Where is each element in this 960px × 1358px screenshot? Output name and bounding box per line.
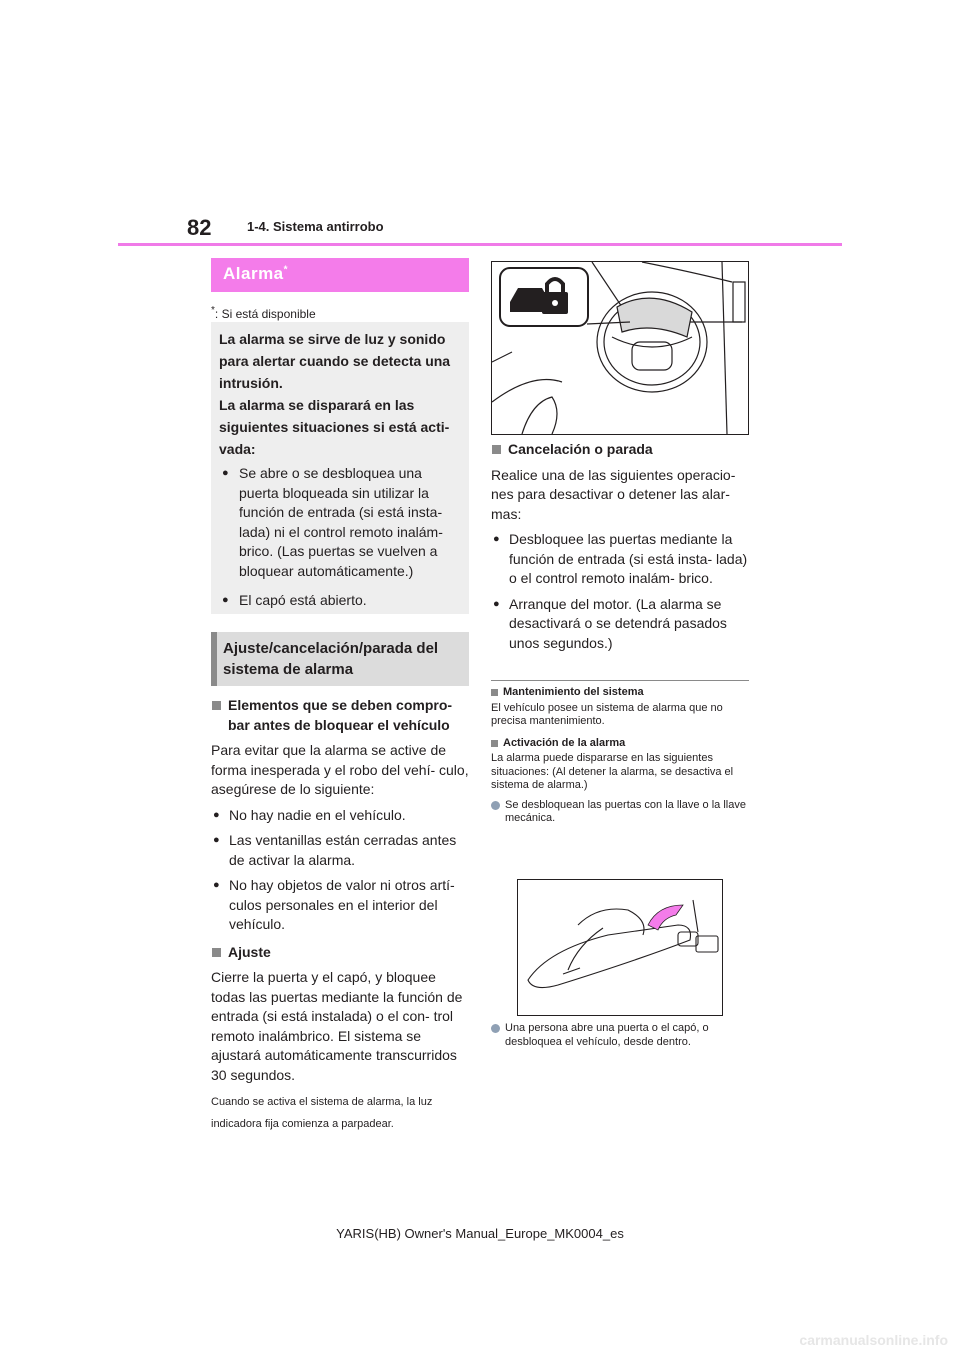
note-text: El vehículo posee un sistema de alarma que no precisa mantenimiento.: [491, 701, 723, 727]
left-column: [211, 696, 469, 1135]
intro-bullets: [219, 464, 463, 621]
paragraph: Para evitar que la alarma se active de forma inesperada y el robo del vehí- culo, asegúrese de lo siguiente:: [211, 742, 469, 797]
notes-column: [491, 686, 749, 826]
subhead-title: Ajuste/cancelación/parada del sistema de alarma: [223, 640, 439, 678]
note-bullet: Se desbloquean las puertas con la llave o la llave mecánica.: [491, 799, 749, 826]
list-item: ● Se abre o se desbloquea una puerta bloqueada sin utilizar la función de entrada (si está insta- lada) ni el control remoto inalám- brico. (Las puertas se vuelven a bloquear automáticamente.): [219, 464, 463, 581]
paragraph: Realice una de las siguientes operacio- nes para desactivar o detener las alar- mas:: [491, 466, 736, 522]
list-item: ● El capó está abierto.: [219, 591, 463, 611]
list-item: ● Arranque del motor. (La alarma se desactivará o se detendrá pasados unos segundos.): [491, 595, 749, 654]
door-handle-illustration: [517, 879, 723, 1016]
item-heading: Elementos que se deben compro- bar antes de bloquear el vehículo: [211, 696, 469, 735]
section-title: 1-4. Sistema antirrobo: [247, 219, 384, 234]
intro-text: La alarma se sirve de luz y sonido para alertar cuando se detecta una intrusión. La alarma se disparará en las siguientes situaciones si está acti- vada:: [219, 331, 451, 457]
note-bullet: Una persona abre una puerta o el capó, o desbloquea el vehículo, desde dentro.: [491, 1022, 749, 1049]
title-bar: [211, 258, 469, 292]
page-number: 82: [187, 215, 212, 240]
notes-column-bottom: [491, 1022, 749, 1049]
note-heading: Activación de la alarma: [491, 737, 749, 751]
intro-box: [211, 322, 469, 614]
note-heading: Mantenimiento del sistema: [491, 686, 749, 700]
page-title: Alarma*: [223, 264, 289, 283]
list-item: ● Las ventanillas están cerradas antes de activar la alarma.: [211, 831, 469, 870]
list-item: ● Desbloquee las puertas mediante la función de entrada (si está insta- lada) o el control remoto inalám- brico.: [491, 530, 749, 589]
page-footer: YARIS(HB) Owner's Manual_Europe_MK0004_es: [336, 1226, 624, 1241]
list-item: ● No hay objetos de valor ni otros artí- culos personales en el interior del vehículo.: [211, 876, 469, 935]
item-heading: Ajuste: [211, 943, 469, 963]
note-text: La alarma puede dispararse en las siguientes situaciones: (Al detener la alarma, se desactiva el sistema de alarma.): [491, 752, 734, 791]
footnote: *: Si está disponible: [211, 305, 316, 321]
item-heading: Cancelación o parada: [491, 440, 749, 460]
header-rule: [118, 243, 842, 246]
list-item: ● No hay nadie en el vehículo.: [211, 806, 469, 826]
note: Cuando se activa el sistema de alarma, la luz indicadora fija comienza a parpadear.: [211, 1096, 433, 1130]
right-column: [491, 440, 749, 659]
dashboard-illustration: [491, 261, 749, 435]
subhead-bar: [211, 632, 469, 686]
paragraph: Cierre la puerta y el capó, y bloquee todas las puertas mediante la función de entrada (si está instalada) o el con- trol remoto inalámbrico. El sistema se ajustará automáticamente transcurridos 30 segundos.: [211, 969, 463, 1083]
watermark: carmanualsonline.info: [799, 1332, 948, 1348]
divider: [491, 680, 749, 681]
